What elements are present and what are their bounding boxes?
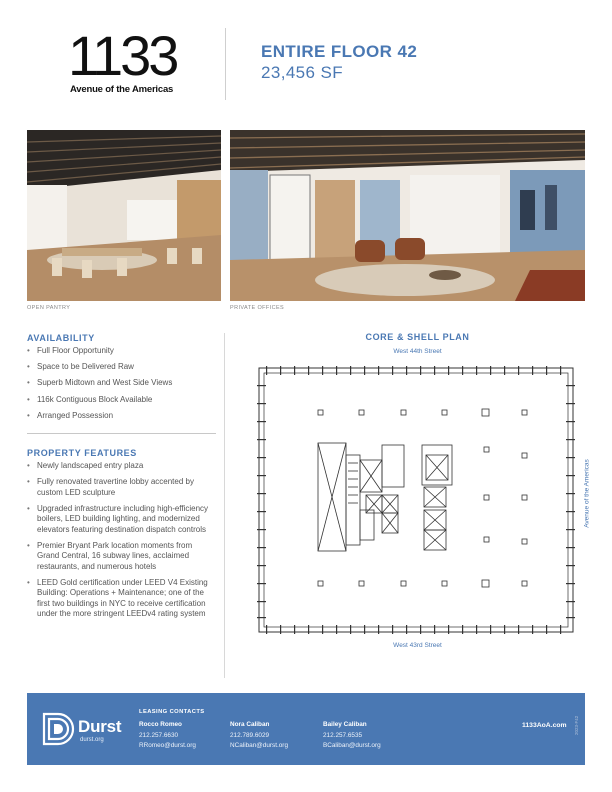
header-divider bbox=[225, 28, 226, 100]
plan-heading: CORE & SHELL PLAN bbox=[365, 332, 470, 342]
street-label-north: West 44th Street bbox=[393, 348, 442, 355]
durst-logo-mark bbox=[42, 712, 76, 746]
street-label-east: Avenue of the Americas bbox=[583, 459, 591, 528]
contact-phone[interactable]: 212.789.6029 bbox=[230, 731, 270, 739]
photo-caption-pantry: OPEN PANTRY bbox=[27, 305, 71, 311]
list-item: • Full Floor Opportunity bbox=[27, 346, 217, 357]
contact-phone[interactable]: 212.257.6630 bbox=[139, 731, 179, 739]
durst-brand: Durst bbox=[78, 717, 122, 736]
photo-caption-offices: PRIVATE OFFICES bbox=[230, 305, 285, 311]
logo-number: 1133 bbox=[68, 24, 177, 87]
durst-url[interactable]: durst.org bbox=[80, 737, 104, 743]
contact-name: Rocco Romeo bbox=[139, 721, 182, 728]
list-item: • Upgraded infrastructure including high-efficiency boilers, LED building lighting, and modernized elevators featuring destination dispatch controls bbox=[27, 504, 209, 536]
contact-email[interactable]: BCaliban@durst.org bbox=[323, 742, 381, 749]
list-item: • Premier Bryant Park location moments from Grand Central, 16 subway lines, acclaimed restaurants, and numerous hotels bbox=[27, 541, 209, 573]
contact-card bbox=[230, 720, 288, 752]
contact-phone[interactable]: 212.257.6535 bbox=[323, 731, 363, 739]
list-item: • Arranged Possession bbox=[27, 411, 217, 422]
private-offices-photo bbox=[230, 130, 585, 301]
features-heading: PROPERTY FEATURES bbox=[27, 448, 137, 458]
list-item: • Space to be Delivered Raw bbox=[27, 362, 217, 373]
leasing-contacts-heading: LEASING CONTACTS bbox=[139, 709, 205, 715]
list-item: • Newly landscaped entry plaza bbox=[27, 461, 209, 472]
website-link[interactable]: 1133AoA.com bbox=[522, 722, 567, 729]
logo-subtitle: Avenue of the Americas bbox=[70, 84, 174, 95]
availability-heading: AVAILABILITY bbox=[27, 333, 95, 343]
list-item: • Superb Midtown and West Side Views bbox=[27, 378, 217, 389]
document-code: 2023-F42 bbox=[574, 715, 579, 735]
list-item: • 116k Contiguous Block Available bbox=[27, 395, 217, 406]
column-divider bbox=[224, 333, 225, 678]
list-item: • Fully renovated travertine lobby accented by custom LED sculpture bbox=[27, 477, 209, 498]
contact-card bbox=[323, 720, 381, 752]
page-subtitle: 23,456 SF bbox=[261, 63, 344, 82]
contact-email[interactable]: RRomeo@durst.org bbox=[139, 742, 196, 749]
section-divider bbox=[27, 433, 216, 434]
contact-name: Bailey Caliban bbox=[323, 721, 367, 728]
open-pantry-photo bbox=[27, 130, 221, 301]
contact-email[interactable]: NCaliban@durst.org bbox=[230, 742, 288, 749]
contact-card bbox=[139, 720, 196, 752]
availability-list bbox=[27, 346, 217, 421]
floor-plan bbox=[256, 365, 576, 635]
street-label-south: West 43rd Street bbox=[393, 642, 442, 649]
list-item: • LEED Gold certification under LEED V4 Existing Building: Operations + Maintenance; one of the first two buildings in NYC to receive certification under the more stringent LEEDv4 rating system bbox=[27, 578, 209, 620]
features-list bbox=[27, 461, 209, 620]
contact-name: Nora Caliban bbox=[230, 721, 270, 728]
page-title: ENTIRE FLOOR 42 bbox=[261, 42, 418, 61]
